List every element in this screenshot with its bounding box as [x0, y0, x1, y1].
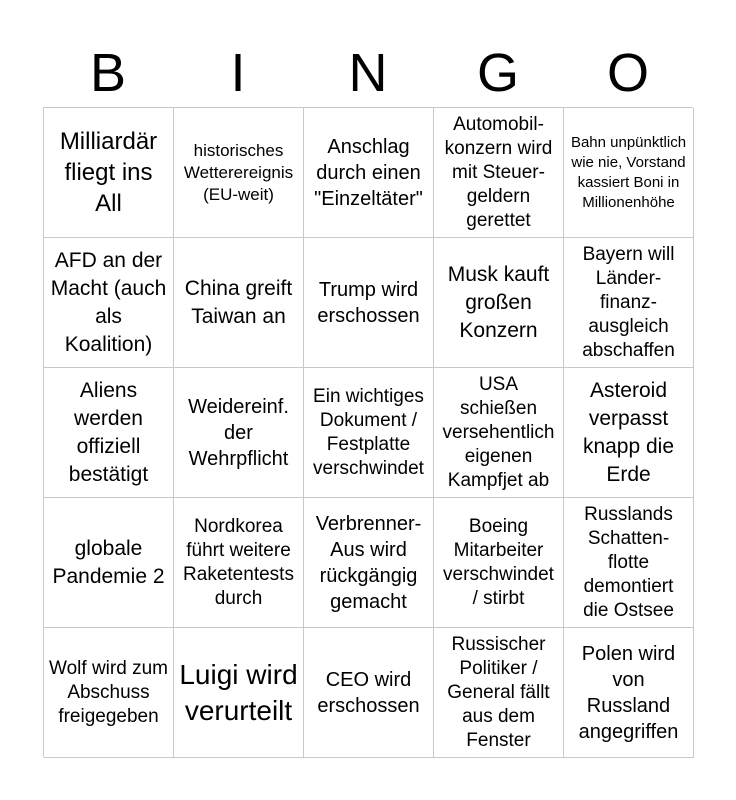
bingo-cell-r1-c1[interactable]: [44, 108, 174, 238]
cell-text: Russlands Schatten-flotte demontiert die Ostsee: [583, 503, 674, 621]
bingo-cell-r4-c3[interactable]: [304, 498, 434, 628]
bingo-cell-r1-c2[interactable]: [174, 108, 304, 238]
bingo-cell-r4-c5[interactable]: [564, 498, 694, 628]
cell-text: Automobil-konzern wird mit Steuer-geldern gerettet: [444, 113, 553, 231]
bingo-cell-r1-c5[interactable]: [564, 108, 694, 238]
cell-text: Bayern will Länder-finanz-ausgleich abschaffen: [582, 243, 675, 361]
cell-text: Wolf wird zum Abschuss freigegeben: [49, 657, 168, 727]
cell-text: Verbrenner-Aus wird rückgängig gemacht: [315, 512, 422, 613]
bingo-cell-r1-c4[interactable]: [434, 108, 564, 238]
bingo-cell-r4-c1[interactable]: [44, 498, 174, 628]
cell-text: historisches Wetterereignis (EU-weit): [183, 140, 294, 204]
bingo-cell-r2-c1[interactable]: [44, 238, 174, 368]
cell-text: China greift Taiwan an: [184, 276, 293, 328]
bingo-cell-r4-c2[interactable]: [174, 498, 304, 628]
cell-text: Aliens werden offiziell bestätigt: [68, 378, 149, 486]
cell-text: Asteroid verpasst knapp die Erde: [582, 378, 675, 486]
cell-text: Luigi wird verurteilt: [179, 658, 298, 726]
cell-text: Milliardär fliegt ins All: [59, 128, 158, 217]
bingo-cell-r5-c4[interactable]: [434, 628, 564, 758]
bingo-grid: [43, 107, 693, 757]
header-letter-g: G: [476, 43, 519, 103]
bingo-cell-r3-c5[interactable]: [564, 368, 694, 498]
bingo-cell-r2-c2[interactable]: [174, 238, 304, 368]
bingo-cell-r2-c5[interactable]: [564, 238, 694, 368]
bingo-cell-r5-c3[interactable]: [304, 628, 434, 758]
bingo-header: [43, 40, 693, 106]
bingo-cell-r2-c3[interactable]: [304, 238, 434, 368]
header-letter-i: I: [230, 43, 246, 103]
cell-text: Nordkorea führt weitere Raketentests durch: [183, 515, 294, 609]
bingo-cell-r5-c5[interactable]: [564, 628, 694, 758]
cell-text: Trump wird erschossen: [317, 278, 420, 327]
cell-text: Bahn unpünktlich wie nie, Vorstand kassiert Boni in Millionenhöhe: [570, 133, 687, 211]
bingo-cell-r5-c1[interactable]: [44, 628, 174, 758]
cell-text: Russischer Politiker / General fällt aus dem Fenster: [447, 633, 550, 751]
bingo-cell-r3-c4[interactable]: [434, 368, 564, 498]
cell-text: Anschlag durch einen "Einzeltäter": [314, 135, 423, 210]
bingo-cell-r2-c4[interactable]: [434, 238, 564, 368]
cell-text: globale Pandemie 2: [52, 536, 165, 588]
header-letter-n: N: [348, 43, 388, 103]
cell-text: USA schießen versehentlich eigenen Kampfjet ab: [442, 373, 555, 491]
cell-text: Weidereinf. der Wehrpflicht: [188, 395, 289, 470]
cell-text: Boeing Mitarbeiter verschwindet / stirbt: [443, 515, 554, 609]
cell-text: Polen wird von Russland angegriffen: [578, 642, 679, 743]
header-letter-b: B: [89, 43, 127, 103]
cell-text: Musk kauft großen Konzern: [447, 262, 550, 342]
bingo-cell-r1-c3[interactable]: [304, 108, 434, 238]
bingo-cell-r4-c4[interactable]: [434, 498, 564, 628]
cell-text: CEO wird erschossen: [317, 668, 420, 717]
bingo-cell-r5-c2[interactable]: [174, 628, 304, 758]
bingo-cell-r3-c2[interactable]: [174, 368, 304, 498]
bingo-cell-r3-c1[interactable]: [44, 368, 174, 498]
bingo-cell-r3-c3[interactable]: [304, 368, 434, 498]
header-letter-o: O: [606, 43, 649, 103]
cell-text: Ein wichtiges Dokument / Festplatte verschwindet: [313, 385, 424, 479]
cell-text: AFD an der Macht (auch als Koalition): [50, 248, 167, 356]
